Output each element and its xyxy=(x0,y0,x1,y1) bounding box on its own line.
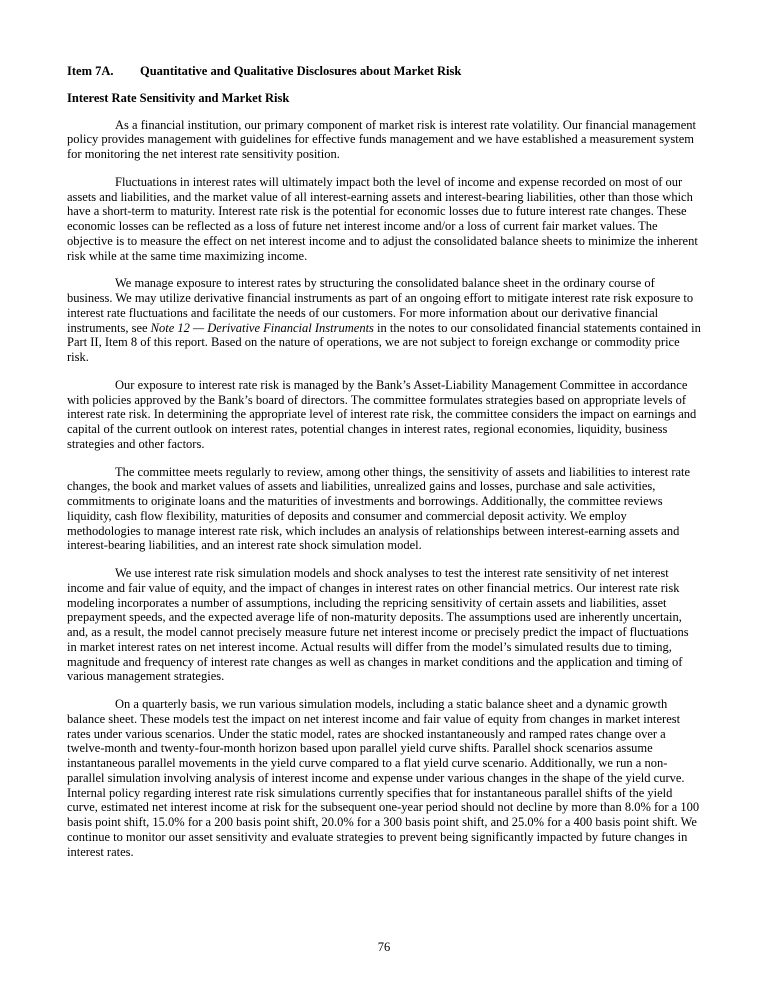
paragraph-committee-reviews: The committee meets regularly to review, among other things, the sensitivity of assets and liabilities to interest rate changes, the book and market values of assets and liabilities, unrealized gains and losses, purchase and sale activities, commitments to originate loans and the maturities of investments and borrowings. Additionally, the committee reviews liquidity, cash flow flexibility, maturities of deposits and consumer and commercial deposit activity. We employ methodologies to manage interest rate risk, which includes an analysis of relationships between interest-earning assets and interest-bearing liabilities, and an interest rate shock simulation model. xyxy=(67,464,691,553)
item-heading xyxy=(67,64,701,79)
paragraph-alco-committee: Our exposure to interest rate risk is managed by the Bank’s Asset-Liability Management Committee in accordance with policies approved by the Bank’s board of directors. The committee formulates strategies based on appropriate levels of interest rate risk. In determining the appropriate level of interest rate risk, the committee considers the impact on earnings and capital of the current outlook on interest rates, potential changes in interest rates, regional economies, liquidity, business strategies and other factors. xyxy=(67,377,697,451)
paragraph-market-risk-intro: As a financial institution, our primary component of market risk is interest rate volatility. Our financial management policy provides management with guidelines for effective funds management and we have established a measurement system for monitoring the net interest rate sensitivity position. xyxy=(67,117,696,161)
document-content xyxy=(67,64,701,872)
paragraph-text-post: in the notes to our consolidated financial statements contained in Part II, Item 8 of this report. Based on the nature of operations, we are not subject to foreign exchange or commodity price risk. xyxy=(67,320,701,364)
item-title: Quantitative and Qualitative Disclosures about Market Risk xyxy=(140,64,462,78)
paragraph-derivatives xyxy=(67,276,701,365)
paragraph-quarterly-simulations: On a quarterly basis, we run various simulation models, including a static balance sheet and a dynamic growth balance sheet. These models test the impact on net interest income and fair value of equity from changes in market interest rates under various scenarios. Under the static model, rates are shocked instantaneously and ramped rates change over a twelve-month and twenty-four-month horizon based upon parallel yield curve shifts. Parallel shock scenarios assume instantaneous parallel movements in the yield curve compared to a flat yield curve scenario. Additionally, we run a non-parallel simulation involving analysis of interest income and expense under various changes in the shape of the yield curve. Internal policy regarding interest rate risk simulations currently specifies that for instantaneous parallel shifts of the yield curve, estimated net interest income at risk for the subsequent one-year period should not decline by more than 8.0% for a 100 basis point shift, 15.0% for a 200 basis point shift, 20.0% for a 300 basis point shift, and 25.0% for a 400 basis point shift. We continue to monitor our asset sensitivity and evaluate strategies to prevent being significantly impacted by future changes in interest rates. xyxy=(67,697,700,859)
page-footer xyxy=(0,940,768,955)
section-heading: Interest Rate Sensitivity and Market Risk xyxy=(67,90,290,105)
note-12-reference: Note 12 — Derivative Financial Instruments xyxy=(150,320,374,335)
paragraph-rate-fluctuations: Fluctuations in interest rates will ultimately impact both the level of income and expense recorded on most of our assets and liabilities, and the market value of all interest-earning assets and interest-bearing liabilities, other than those which have a short-term to maturity. Interest rate risk is the potential for economic losses due to future interest rate changes. These economic losses can be reflected as a loss of future net interest income and/or a loss of current fair market values. The objective is to measure the effect on net interest income and to adjust the consolidated balance sheets to minimize the inherent risk while at the same time maximizing income. xyxy=(67,174,698,263)
paragraph-simulation-models: We use interest rate risk simulation models and shock analyses to test the interest rate sensitivity of net interest income and fair value of equity, and the impact of changes in interest rates on other financial metrics. Our interest rate risk modeling incorporates a number of assumptions, including the repricing sensitivity of certain assets and liabilities, asset prepayment speeds, and the expected average life of non-maturity deposits. The assumptions used are inherently uncertain, and, as a result, the model cannot precisely measure future net interest income or precisely predict the impact of fluctuations in market interest rates on net interest income. Actual results will differ from the model’s simulated results due to timing, magnitude and frequency of interest rate changes as well as changes in market conditions and the application and timing of various management strategies. xyxy=(67,566,689,684)
item-number-label: Item 7A. xyxy=(67,64,114,78)
page-number: 76 xyxy=(377,940,391,954)
paragraph-text-pre: We manage exposure to interest rates by structuring the consolidated balance sheet in the ordinary course of business. We may utilize derivative financial instruments as part of an ongoing effort to mitigate interest rate risk exposure to interest rate fluctuations and facilitate the needs of our customers. For more information about our derivative financial instruments, see xyxy=(67,276,694,335)
